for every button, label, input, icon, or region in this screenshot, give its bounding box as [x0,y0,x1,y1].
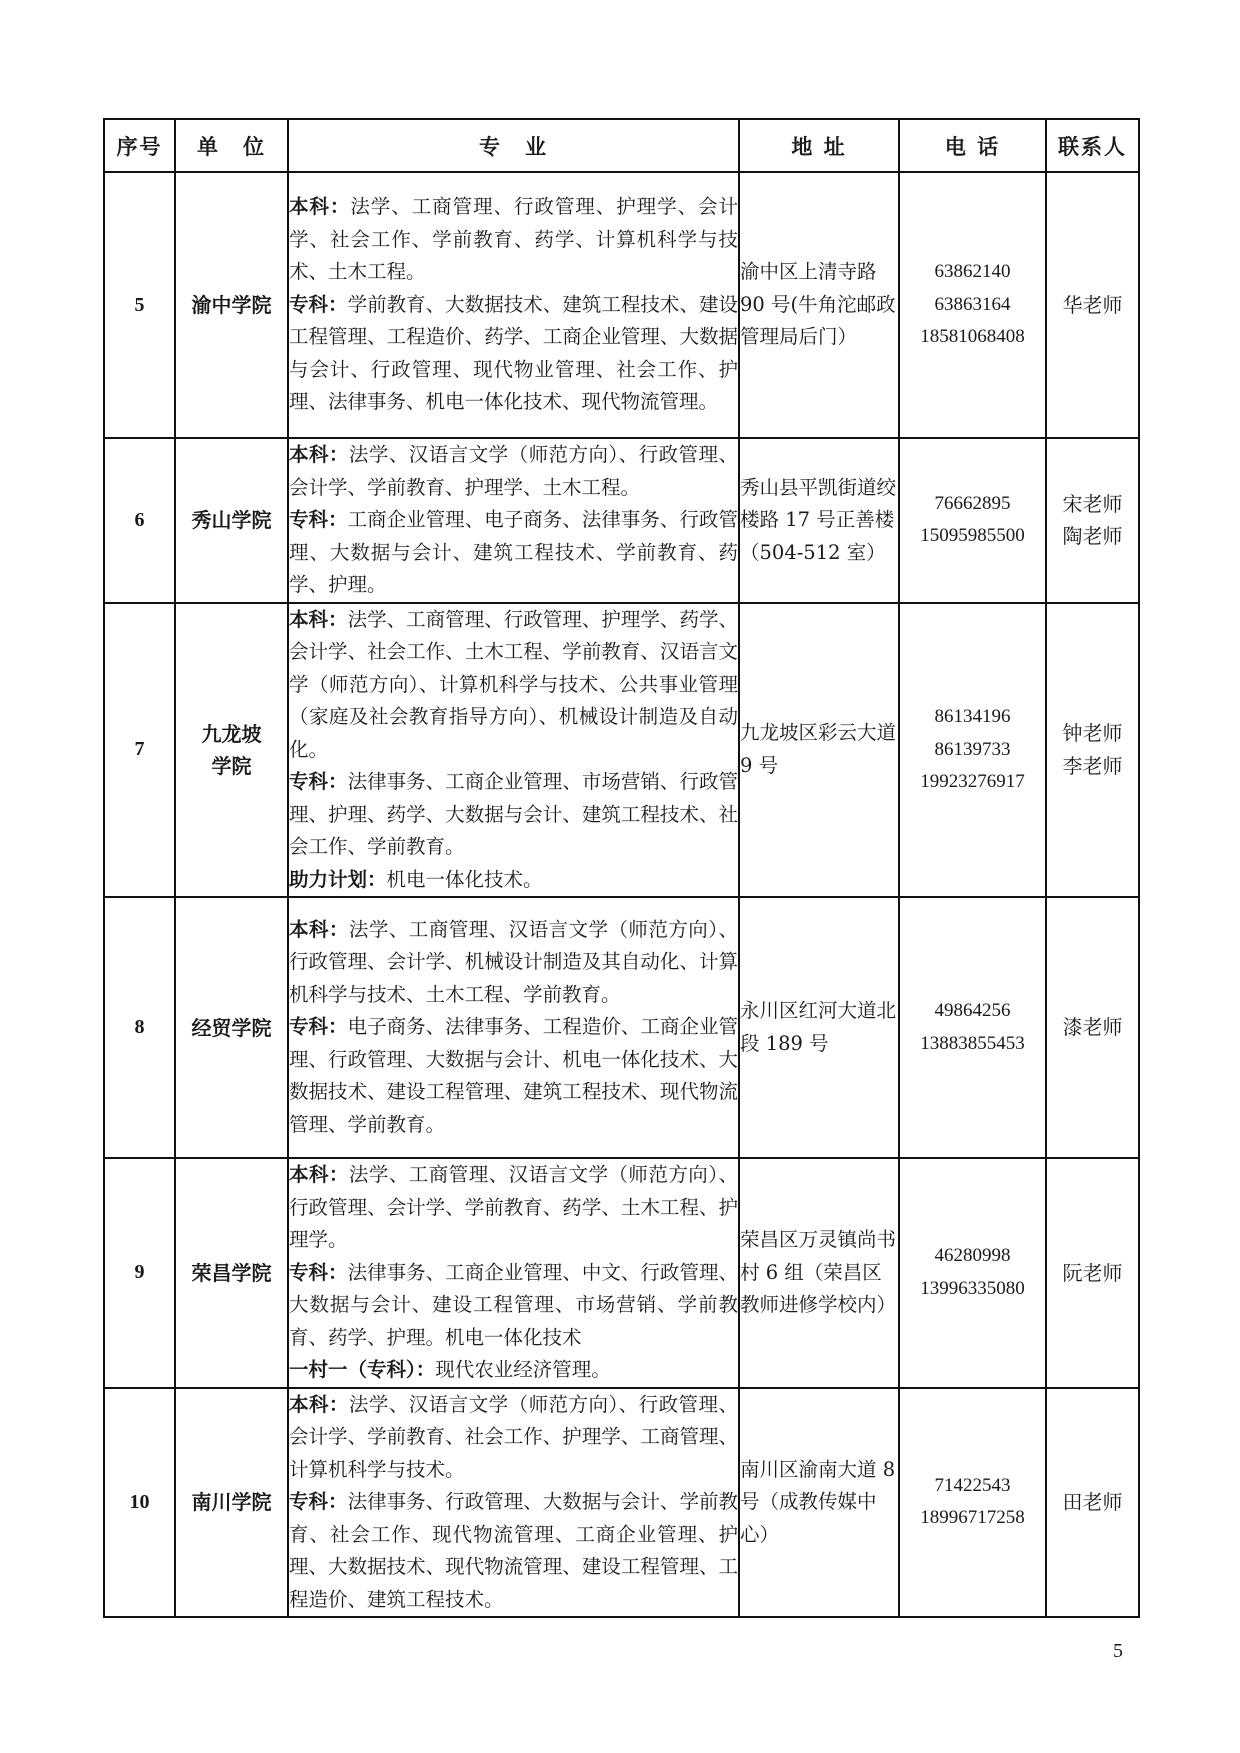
unit-name: 经贸学院 [191,1015,272,1040]
major-group-label: 专科： [289,508,348,531]
major-group [289,864,738,897]
phone-cell [899,897,1046,1158]
phone-cell [899,172,1046,438]
contact-name: 钟老师 [1062,721,1123,746]
major-group [289,1389,738,1487]
major-group-label: 专科： [289,1015,348,1039]
header-address: 地 址 [739,119,899,172]
seq-number: 10 [129,1490,150,1513]
major-list: 法学、汉语言文学（师范方向）、行政管理、会计学、学前教育、社会工作、护理学、工商管理、计算机科学与技术。 [289,1392,738,1481]
unit-name: 南川学院 [191,1490,272,1515]
college-directory-table [103,118,1140,1618]
major-list: 法学、汉语言文学（师范方向）、行政管理、会计学、学前教育、护理学、土木工程。 [289,443,738,499]
unit-cell [175,897,288,1158]
phone-number: 86134196 [934,706,1011,727]
major-group-label: 专科： [289,770,348,793]
major-list: 法学、工商管理、行政管理、护理学、药学、会计学、社会工作、土木工程、学前教育、汉语言文学（师范方向）、计算机科学与技术、公共事业管理（家庭及社会教育指导方向）、机械设计制造及自动化。 [289,607,738,761]
contact-name: 华老师 [1062,292,1123,317]
major-group [289,191,738,289]
majors-cell [288,1388,739,1618]
seq-cell [104,897,175,1158]
major-group [289,439,738,504]
major-group-label: 专科： [289,292,348,316]
contact-cell [1046,1158,1139,1388]
unit-name: 渝中学院 [191,293,272,317]
majors-cell [288,1158,739,1388]
unit-cell [175,603,288,898]
phone-number: 15095985500 [920,525,1025,547]
phone-number: 19923276917 [920,771,1025,792]
unit-cell [175,172,288,438]
address-text: 荣昌区万灵镇尚书村 6 组（荣昌区教师进修学校内） [740,1228,897,1316]
major-group [289,1257,738,1355]
majors-cell [288,172,739,438]
table-row [104,1158,1139,1388]
seq-number: 9 [134,1261,145,1284]
address-cell [739,1158,899,1388]
phone-number: 86139733 [934,738,1011,760]
major-list: 电子商务、法律事务、工程造价、工商企业管理、行政管理、大数据与会计、机电一体化技术、大数据技术、建设工程管理、建筑工程技术、现代物流管理、学前教育。 [289,1015,738,1136]
seq-number: 5 [134,293,145,316]
seq-cell [104,438,175,603]
address-text: 秀山县平凯街道绞楼路 17 号正善楼（504-512 室） [740,475,897,564]
major-group [289,1486,738,1616]
major-list: 法学、工商管理、汉语言文学（师范方向）、行政管理、会计学、学前教育、药学、土木工程、护理学。 [289,1163,738,1251]
seq-number: 6 [134,508,145,531]
table-row [104,438,1139,603]
unit-cell [175,1388,288,1618]
contact-name: 田老师 [1062,1490,1123,1514]
address-text: 永川区红河大道北段 189 号 [740,999,897,1055]
seq-number: 8 [134,1016,145,1038]
unit-name: 秀山学院 [191,508,272,533]
table-header-row [104,119,1139,172]
major-group-label: 一村一（专科）： [289,1358,436,1381]
phone-number: 13883855453 [920,1032,1025,1054]
major-list: 法律事务、行政管理、大数据与会计、学前教育、社会工作、现代物流管理、工商企业管理、护理、大数据技术、现代物流管理、建设工程管理、工程造价、建筑工程技术。 [289,1490,738,1611]
major-list: 机电一体化技术。 [386,867,543,891]
major-group-label: 本科： [289,195,351,219]
phone-cell [899,1158,1046,1388]
major-group-label: 本科： [289,443,349,466]
phone-number: 18996717258 [920,1507,1025,1529]
major-group [289,289,738,419]
phone-number: 76662895 [934,492,1011,514]
unit-name-line: 学院 [211,753,252,778]
table-row [104,897,1139,1158]
major-group [289,914,738,1012]
contact-name: 阮老师 [1062,1260,1123,1285]
header-phone: 电 话 [899,119,1046,172]
major-group-label: 本科： [289,917,349,941]
major-group [289,604,738,767]
phone-number: 63862140 [934,261,1011,283]
major-group-label: 专科： [289,1490,348,1513]
phone-number: 63863164 [934,293,1011,315]
majors-cell [288,438,739,603]
major-list: 法律事务、工商企业管理、中文、行政管理、大数据与会计、建设工程管理、市场营销、学前教育、药学、护理。机电一体化技术 [289,1260,738,1349]
table-row [104,603,1139,898]
contact-name: 李老师 [1062,753,1123,778]
major-group [289,1011,738,1141]
address-text: 南川区渝南大道 8 号（成教传媒中心） [740,1457,896,1546]
majors-cell [288,603,739,898]
header-unit: 单 位 [175,119,288,172]
phone-number: 18581068408 [920,326,1025,348]
contact-name: 陶老师 [1062,524,1123,549]
seq-cell [104,1158,175,1388]
contact-cell [1046,438,1139,603]
contact-cell [1046,603,1139,898]
address-cell [739,1388,899,1618]
seq-number: 7 [134,738,145,761]
contact-name: 漆老师 [1062,1015,1123,1040]
header-contact: 联系人 [1046,119,1139,172]
unit-name-line: 九龙坡 [201,721,262,746]
major-list: 工商企业管理、电子商务、法律事务、行政管理、大数据与会计、建筑工程技术、学前教育、药学、护理。 [289,508,738,596]
seq-cell [104,1388,175,1618]
major-group-label: 本科： [289,1163,349,1186]
address-cell [739,603,899,898]
address-text: 九龙坡区彩云大道 9 号 [740,721,897,777]
major-group-label: 本科： [289,1392,349,1416]
major-group [289,504,738,602]
contact-cell [1046,897,1139,1158]
unit-cell [175,438,288,603]
header-seq: 序号 [104,119,175,172]
phone-number: 49864256 [934,1000,1011,1021]
page-number: 5 [1113,1640,1123,1662]
header-major: 专 业 [288,119,739,172]
major-group-label: 助力计划： [289,867,387,891]
contact-cell [1046,1388,1139,1618]
contact-name: 宋老师 [1062,491,1123,516]
table-row [104,1388,1139,1618]
major-list: 法律事务、工商企业管理、市场营销、行政管理、护理、药学、大数据与会计、建筑工程技术、社会工作、学前教育。 [289,770,738,858]
majors-cell [288,897,739,1158]
phone-cell [899,603,1046,898]
phone-cell [899,1388,1046,1618]
major-list: 学前教育、大数据技术、建筑工程技术、建设工程管理、工程造价、药学、工商企业管理、大数据与会计、行政管理、现代物业管理、社会工作、护理、法律事务、机电一体化技术、现代物流管理。 [289,292,738,414]
unit-name: 荣昌学院 [191,1260,272,1285]
phone-number: 71422543 [934,1474,1011,1496]
major-list: 法学、工商管理、行政管理、护理学、会计学、社会工作、学前教育、药学、计算机科学与技术、土木工程。 [289,195,738,284]
major-group-label: 本科： [289,607,348,631]
contact-cell [1046,172,1139,438]
major-group [289,1159,738,1257]
major-group [289,766,738,864]
major-group-label: 专科： [289,1260,348,1284]
phone-number: 13996335080 [920,1277,1025,1299]
address-cell [739,172,899,438]
seq-cell [104,172,175,438]
major-list: 法学、工商管理、汉语言文学（师范方向）、行政管理、会计学、机械设计制造及其自动化、计算机科学与技术、土木工程、学前教育。 [289,917,738,1006]
major-group [289,1354,738,1387]
address-cell [739,438,899,603]
major-list: 现代农业经济管理。 [435,1358,611,1381]
seq-cell [104,603,175,898]
unit-cell [175,1158,288,1388]
address-text: 渝中区上清寺路 90 号(牛角沱邮政管理局后门） [740,260,896,349]
address-cell [739,897,899,1158]
phone-cell [899,438,1046,603]
table-row [104,172,1139,438]
phone-number: 46280998 [934,1245,1011,1267]
